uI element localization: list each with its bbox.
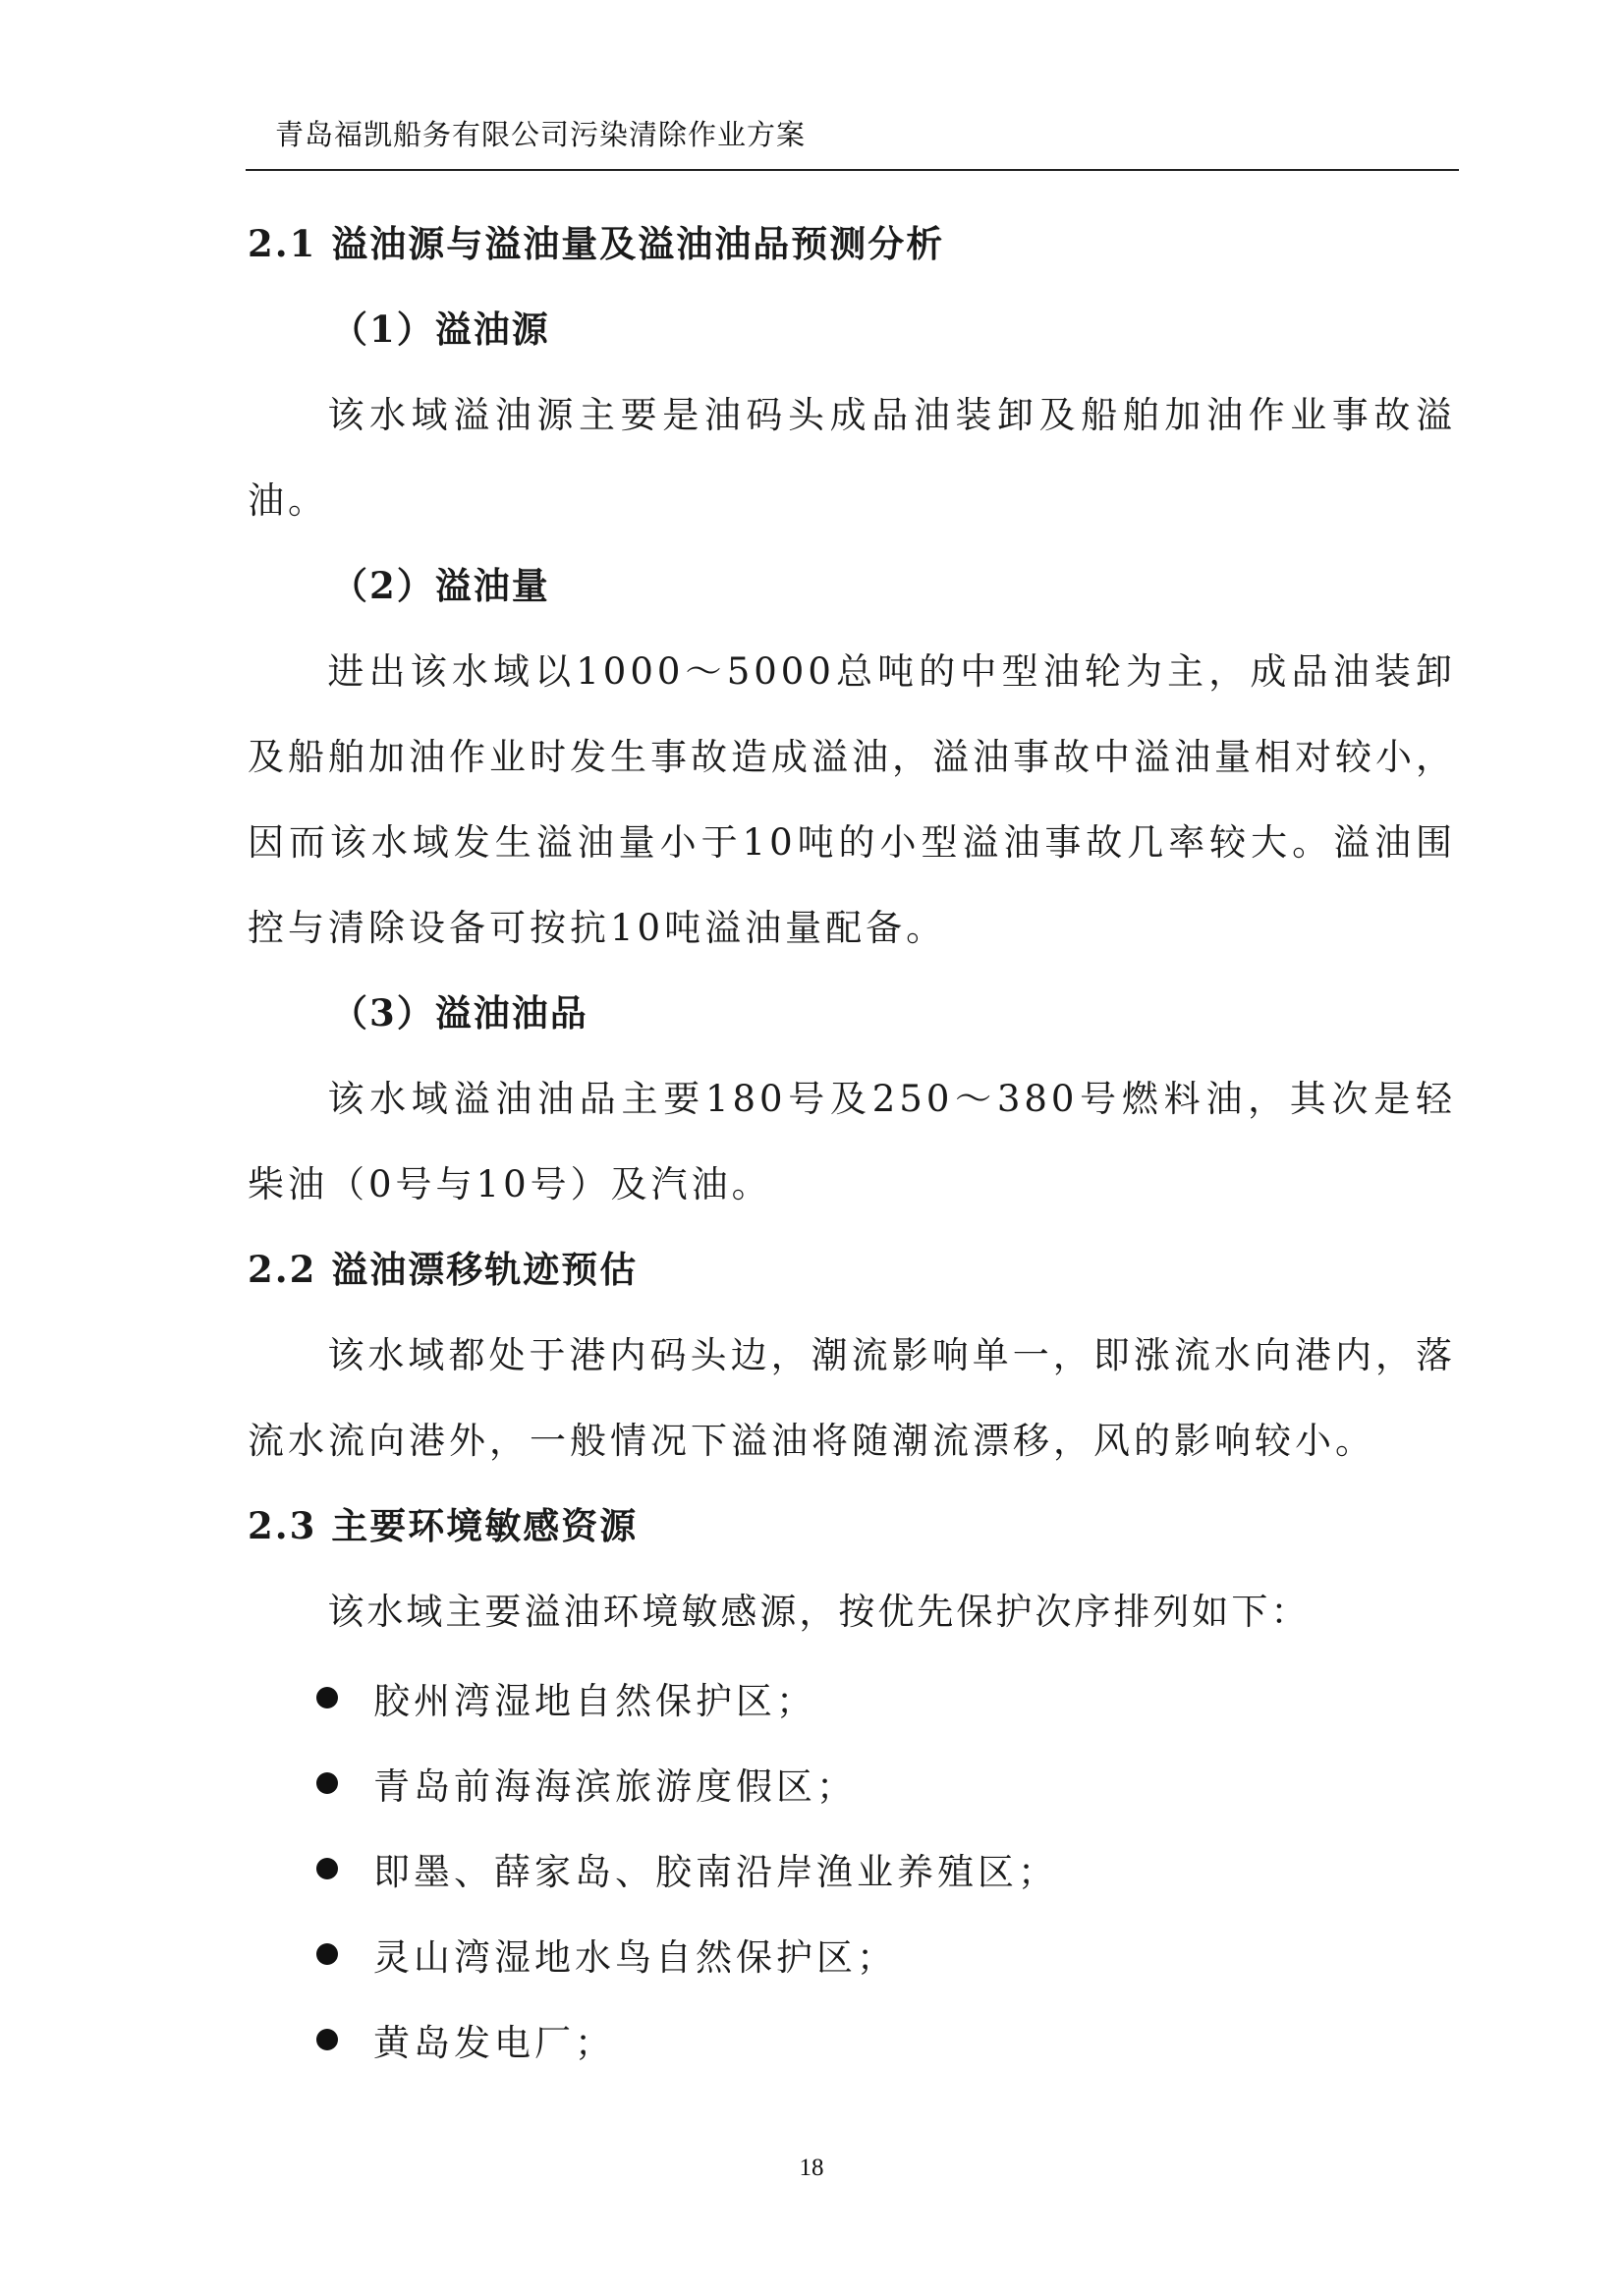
list-item-text: 即墨、薛家岛、胶南沿岸渔业养殖区； bbox=[373, 1850, 1058, 1893]
section-heading-2-1: 2.1 溢油源与溢油量及溢油油品预测分析 bbox=[248, 222, 945, 265]
bullet-icon bbox=[316, 1687, 338, 1708]
subheading-oil-quantity: （2）溢油量 bbox=[331, 564, 550, 607]
page-number: 18 bbox=[799, 2155, 824, 2181]
paragraph-sensitive-intro: 该水域主要溢油环境敏感源，按优先保护次序排列如下： bbox=[327, 1591, 1311, 1633]
section-heading-2-2: 2.2 溢油漂移轨迹预估 bbox=[248, 1248, 639, 1291]
bullet-icon bbox=[316, 1943, 338, 1965]
paragraph-oil-quantity: 进出该水域以1000～5000总吨的中型油轮为主，成品油装卸及船舶加油作业时发生事故造成溢油，溢油事故中溢油量相对较小，因而该水域发生溢油量小于10吨的小型溢油事故几率较大。溢油围控与清除设备可按抗10吨溢油量配备。 bbox=[248, 650, 1456, 949]
list-item bbox=[248, 1996, 1456, 2082]
section-heading-2-3: 2.3 主要环境敏感资源 bbox=[248, 1504, 639, 1547]
list-item bbox=[248, 1825, 1456, 1911]
bullet-icon bbox=[316, 1772, 338, 1794]
header-rule bbox=[246, 169, 1459, 171]
paragraph-drift-trajectory: 该水域都处于港内码头边，潮流影响单一，即涨流水向港内，落流水流向港外，一般情况下溢油将随潮流漂移，风的影响较小。 bbox=[248, 1334, 1456, 1462]
paragraph-oil-products: 该水域溢油油品主要180号及250～380号燃料油，其次是轻柴油（0号与10号）及汽油。 bbox=[248, 1078, 1456, 1205]
sensitive-resources-list bbox=[248, 1654, 1456, 2082]
bullet-icon bbox=[316, 2029, 338, 2050]
subheading-oil-products: （3）溢油油品 bbox=[331, 991, 588, 1035]
paragraph-oil-source: 该水域溢油源主要是油码头成品油装卸及船舶加油作业事故溢油。 bbox=[248, 394, 1456, 522]
running-header: 青岛福凯船务有限公司污染清除作业方案 bbox=[275, 118, 807, 151]
list-item-text: 灵山湾湿地水鸟自然保护区； bbox=[373, 1935, 897, 1979]
list-item bbox=[248, 1740, 1456, 1825]
subheading-oil-source: （1）溢油源 bbox=[331, 308, 550, 351]
list-item-text: 青岛前海海滨旅游度假区； bbox=[373, 1764, 857, 1808]
list-item bbox=[248, 1911, 1456, 1996]
list-item bbox=[248, 1654, 1456, 1740]
list-item-text: 胶州湾湿地自然保护区； bbox=[373, 1679, 816, 1722]
list-item-text: 黄岛发电厂； bbox=[373, 2021, 615, 2064]
page-body bbox=[248, 201, 1456, 2082]
bullet-icon bbox=[316, 1858, 338, 1879]
